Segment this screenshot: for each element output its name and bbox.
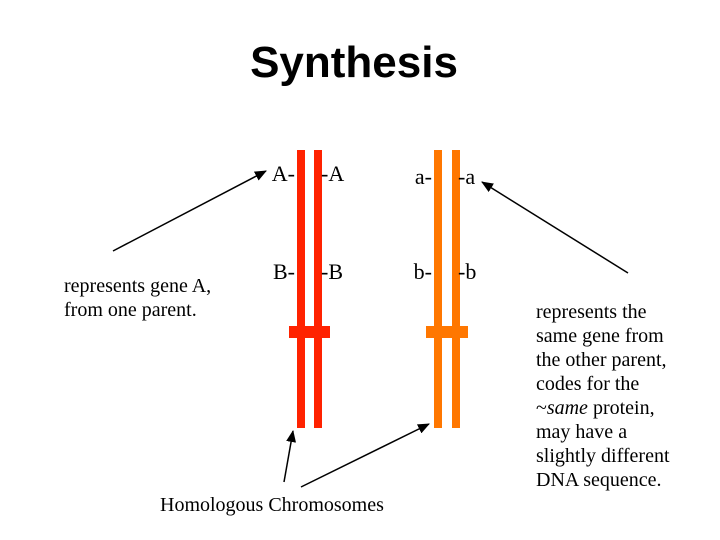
- chromatid-left-1: [297, 150, 305, 428]
- gene-label-A-right: -A: [321, 161, 345, 186]
- caption-homologous-chromosomes: Homologous Chromosomes: [160, 494, 384, 516]
- note-left: [64, 274, 211, 322]
- protein-text: protein,: [587, 397, 655, 419]
- tilde: ~: [536, 397, 547, 419]
- note-right-line: may have a: [536, 421, 628, 443]
- chromatid-right-1: [434, 150, 442, 428]
- chromosome-left: [289, 150, 330, 428]
- centromere-left: [289, 326, 330, 338]
- arrow-right-note: [482, 182, 628, 273]
- gene-label-a-right: -a: [458, 164, 476, 189]
- gene-label-B-left: B-: [273, 259, 295, 284]
- gene-label-b-left: b-: [413, 259, 432, 284]
- slide-title: Synthesis: [250, 38, 458, 87]
- emphasis-same: same: [546, 397, 588, 419]
- note-right-line: represents the: [536, 301, 647, 323]
- arrow-caption-left: [284, 431, 293, 482]
- chromatid-left-2: [314, 150, 322, 428]
- note-right-line: codes for the: [536, 373, 640, 395]
- note-right-line: the other parent,: [536, 349, 667, 371]
- gene-label-B-right: -B: [321, 259, 343, 284]
- note-right-line: same gene from: [536, 325, 664, 347]
- chromosome-right: [426, 150, 468, 428]
- chromatid-right-2: [452, 150, 460, 428]
- note-right: [536, 300, 670, 492]
- note-right-line: [536, 396, 670, 420]
- gene-label-a-left: a-: [414, 164, 432, 189]
- note-right-line: slightly different: [536, 445, 670, 467]
- note-right-line: DNA sequence.: [536, 469, 662, 491]
- note-left-line: from one parent.: [64, 299, 197, 321]
- gene-label-A-left: A-: [271, 161, 295, 186]
- centromere-right: [426, 326, 468, 338]
- arrow-caption-right: [301, 424, 429, 487]
- gene-label-b-right: -b: [458, 259, 477, 284]
- note-left-line: represents gene A,: [64, 275, 212, 297]
